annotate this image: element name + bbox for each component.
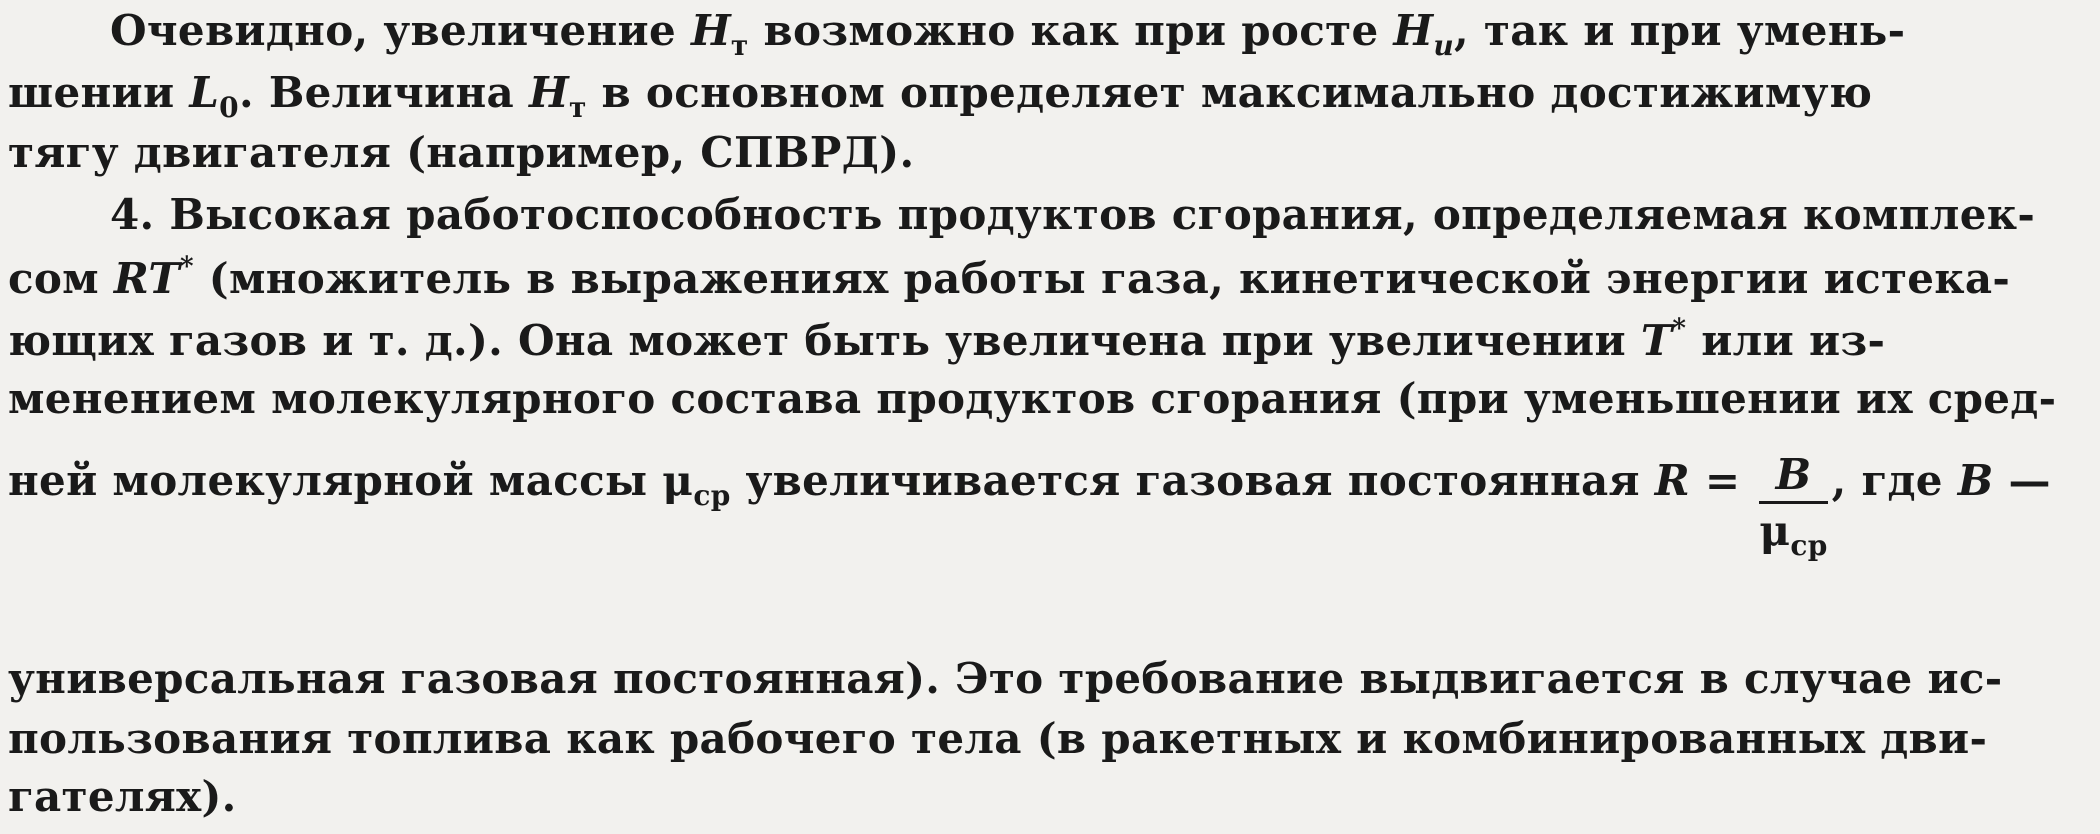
text: гателях).	[8, 772, 237, 821]
p2-line3	[8, 314, 1885, 365]
p2-line4	[8, 374, 2056, 423]
text: (множитель в выражениях работы газа, кинетической энергии истека-	[193, 254, 2011, 303]
symbol-mu: μ	[662, 456, 694, 505]
text: увеличивается газовая постоянная	[730, 456, 1655, 505]
subscript: 0	[219, 91, 239, 124]
symbol-L: L	[189, 68, 220, 117]
text: универсальная газовая постоянная). Это требование выдвигается в случае ис-	[8, 654, 2003, 703]
subscript: т	[568, 91, 587, 124]
symbol-H: H	[1393, 6, 1434, 55]
text: пользования топлива как рабочего тела (в ракетных и комбинированных дви-	[8, 714, 1988, 763]
p2-line7	[8, 714, 1987, 763]
text: , так и при умень-	[1454, 6, 1906, 55]
p2-line5	[8, 428, 2051, 562]
text: сом	[8, 254, 114, 303]
p2-line1	[110, 190, 2035, 239]
fraction	[1759, 450, 1827, 562]
superscript: *	[1672, 314, 1687, 344]
text: ющих газов и т. д.). Она может быть увеличена при увеличении	[8, 316, 1641, 365]
symbol-mu: μ	[1759, 506, 1791, 555]
symbol-T: T	[1640, 316, 1673, 365]
text: . Величина	[238, 68, 529, 117]
p2-line6	[8, 654, 2003, 703]
p2-line2	[8, 252, 2010, 303]
text: или из-	[1686, 316, 1886, 365]
p1-line2	[8, 68, 1872, 124]
symbol-B: B	[1957, 456, 1994, 505]
subscript: ср	[1790, 529, 1828, 562]
text: Очевидно, увеличение	[110, 6, 691, 55]
text: шении	[8, 68, 190, 117]
p2-line8	[8, 772, 237, 821]
symbol-R: R	[1654, 456, 1690, 505]
subscript: ср	[693, 479, 731, 512]
equals-sign: =	[1690, 456, 1756, 505]
p1-line1	[110, 6, 1905, 62]
text: менением молекулярного состава продуктов сгорания (при уменьшении их сред-	[8, 374, 2057, 423]
text: —	[1993, 456, 2051, 505]
text: в основном определяет максимально достижимую	[586, 68, 1873, 117]
text: 4. Высокая работоспособность продуктов сгорания, определяемая комплек-	[110, 190, 2036, 239]
p1-line3	[8, 128, 914, 177]
fraction-numerator: B	[1775, 450, 1812, 499]
subscript: т	[730, 29, 749, 62]
superscript: *	[179, 252, 194, 282]
symbol-H: H	[690, 6, 731, 55]
subscript: u	[1433, 29, 1455, 62]
text: тягу двигателя (например, СПВРД).	[8, 128, 915, 177]
text: , где	[1831, 456, 1958, 505]
symbol-H: H	[528, 68, 569, 117]
text: возможно как при росте	[748, 6, 1394, 55]
fraction-denominator	[1759, 504, 1827, 562]
text: ней молекулярной массы	[8, 456, 663, 505]
symbol-RT: RT	[113, 254, 180, 303]
